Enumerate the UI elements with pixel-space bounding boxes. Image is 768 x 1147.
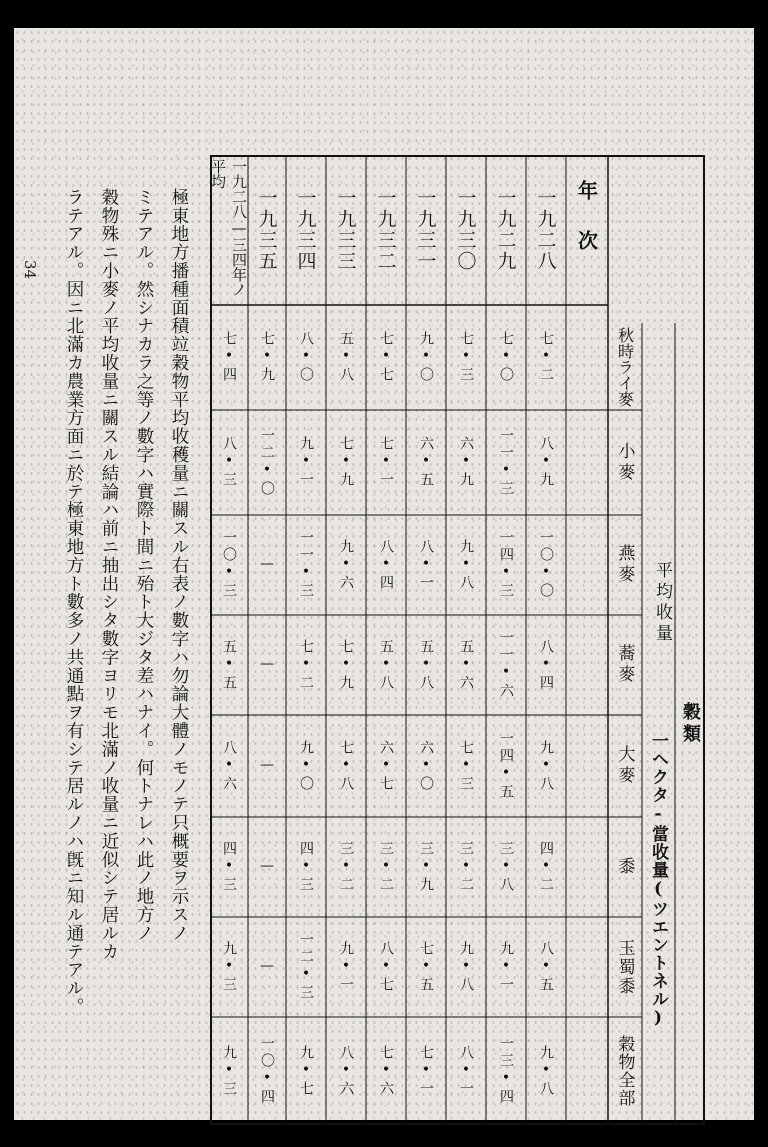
value-cell: 八•四 — [538, 638, 554, 692]
body-text — [44, 188, 204, 1108]
body-text-line: 極東地方播種面積竝穀物平均收穫量ニ關スル右表ノ數字ハ勿論大體ノモノテ只概要ヲ示スノ — [169, 188, 189, 943]
value-cell: 四•三 — [221, 840, 237, 894]
col-header-all-grains: 穀物全部 — [614, 1035, 635, 1107]
value-cell: — — [259, 857, 275, 877]
body-text-line: ラテアル。因ニ北滿カ農業方面ニ於テ極東地方ト數多ノ共通點ヲ有シテ居ルノハ旣ニ知ル通テアル。 — [64, 188, 84, 1016]
year-cell: 一九三五 — [255, 188, 278, 272]
value-cell: — — [259, 555, 275, 575]
value-cell: 七•八 — [338, 739, 354, 793]
value-cell: 四•二 — [538, 840, 554, 894]
value-cell: 五•六 — [458, 638, 474, 692]
value-cell: 九•八 — [538, 1044, 554, 1098]
value-cell: 八•六 — [221, 739, 237, 793]
value-cell: 一二•〇 — [259, 427, 275, 498]
year-cell: 一九三二 — [374, 188, 397, 272]
value-cell: 一〇•三 — [221, 530, 237, 600]
value-cell: 七•二 — [538, 331, 554, 384]
value-cell: 六•九 — [458, 436, 474, 489]
value-cell: 八•七 — [378, 940, 394, 994]
col-header-maize: 玉蜀黍 — [614, 938, 635, 996]
value-cell: 七•三 — [458, 739, 474, 793]
value-cell: 一一•六 — [498, 630, 514, 700]
value-cell: 七•三 — [458, 331, 474, 384]
value-cell: — — [259, 756, 275, 776]
page-number: 34 — [21, 260, 39, 280]
value-cell: 八•一 — [418, 538, 434, 592]
grain-header: 穀類 — [680, 702, 701, 746]
col-header-oats: 燕麥 — [614, 544, 635, 586]
value-cell: 九•〇 — [418, 331, 434, 384]
value-cell: 七•九 — [259, 331, 275, 384]
year-cell: 一九二八—三四年ノ平均 — [209, 159, 248, 297]
year-cell: 一九三四 — [294, 188, 317, 272]
value-cell: 八•五 — [538, 940, 554, 994]
value-cell: 八•九 — [538, 436, 554, 489]
year-cell: 一九二八 — [534, 188, 557, 272]
value-cell: 七•一 — [378, 436, 394, 489]
value-cell: 八•六 — [338, 1044, 354, 1098]
col-header-wheat: 小麥 — [614, 441, 635, 484]
value-cell: 九•三 — [221, 940, 237, 994]
value-cell: 一四•三 — [498, 530, 514, 600]
value-cell: 七•五 — [418, 940, 434, 994]
unit-header: 一ヘクタ-當收量(ツエントネル) — [648, 731, 668, 1029]
value-cell: 一〇•〇 — [538, 530, 554, 600]
value-cell: — — [259, 957, 275, 977]
value-cell: 九•一 — [498, 940, 514, 994]
value-cell: 三•二 — [458, 840, 474, 894]
value-cell: 八•一 — [458, 1044, 474, 1098]
value-cell: 一二•三 — [298, 932, 314, 1002]
year-cell: 一九三〇 — [454, 188, 477, 272]
value-cell: 三•二 — [338, 840, 354, 894]
year-cell: 一九三三 — [334, 188, 357, 272]
value-cell: 七•七 — [378, 331, 394, 384]
value-cell: 七•四 — [221, 331, 237, 384]
value-cell: 九•七 — [298, 1044, 314, 1098]
year-cell: 一九二九 — [494, 188, 517, 272]
value-cell: 五•八 — [378, 638, 394, 692]
body-text-line: 穀物殊ニ小麥ノ平均收量ニ關スル結論ハ前ニ抽出シタ數字ヨリモ北滿ノ收量ニ近似シテ居ルカ — [99, 188, 119, 961]
value-cell: 九•三 — [221, 1044, 237, 1098]
value-cell: 五•五 — [221, 638, 237, 692]
value-cell: 七•六 — [378, 1044, 394, 1098]
value-cell: 五•八 — [418, 638, 434, 692]
yield-header: 平均收量 — [652, 561, 672, 645]
value-cell: 九•六 — [338, 538, 354, 592]
value-cell: 七•九 — [338, 436, 354, 489]
value-cell: 九•一 — [298, 436, 314, 489]
value-cell: 一〇•四 — [259, 1036, 275, 1106]
value-cell: 七•一 — [418, 1044, 434, 1098]
value-cell: 五•八 — [338, 331, 354, 384]
value-cell: 一四•五 — [498, 731, 514, 801]
document-page — [14, 28, 754, 1120]
grain-yield-table — [210, 155, 705, 1125]
value-cell: 九•〇 — [298, 739, 314, 793]
year-header: 年次 — [574, 180, 599, 280]
value-cell: 九•八 — [458, 940, 474, 994]
col-header-buckwheat: 蕎麥 — [614, 644, 635, 686]
body-text-line: ミテアル。然シナカラ之等ノ數字ハ實際ト間ニ殆ト大ジタ差ハナイ。何トナレハ此ノ地方ノ — [134, 188, 154, 943]
value-cell: 九•一 — [338, 940, 354, 994]
value-cell: 三•八 — [498, 840, 514, 894]
value-cell: 七•〇 — [498, 331, 514, 384]
value-cell: 七•二 — [298, 638, 314, 692]
value-cell: — — [259, 655, 275, 675]
value-cell: 七•九 — [338, 638, 354, 692]
value-cell: 一一•三 — [298, 530, 314, 600]
value-cell: 八•三 — [221, 436, 237, 489]
col-header-barley: 大麥 — [614, 745, 635, 787]
value-cell: 四•三 — [298, 840, 314, 894]
value-cell: 六•五 — [418, 436, 434, 489]
value-cell: 一一•三 — [498, 427, 514, 498]
value-cell: 八•〇 — [298, 331, 314, 384]
value-cell: 三•九 — [418, 840, 434, 894]
value-cell: 一三•四 — [498, 1036, 514, 1106]
value-cell: 八•四 — [378, 538, 394, 592]
col-header-rye: 秋時ライ麥 — [615, 326, 635, 407]
value-cell: 六•七 — [378, 739, 394, 793]
value-cell: 九•八 — [458, 538, 474, 592]
year-cell: 一九三一 — [414, 188, 437, 272]
value-cell: 三•二 — [378, 840, 394, 894]
col-header-millet: 黍 — [614, 856, 635, 878]
value-cell: 六•〇 — [418, 739, 434, 793]
value-cell: 九•八 — [538, 739, 554, 793]
